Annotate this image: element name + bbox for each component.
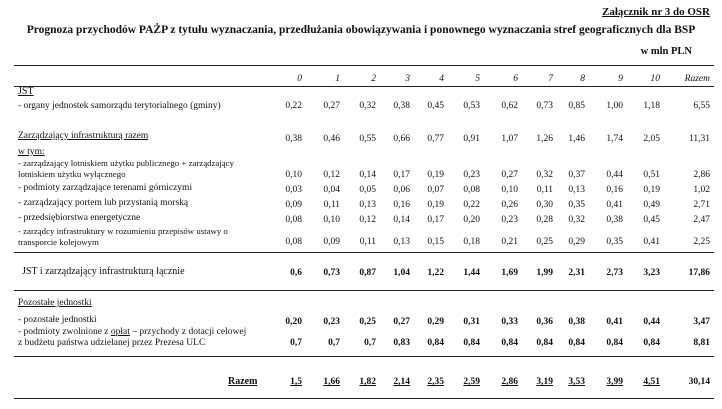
table-cell: 0,28 (536, 215, 553, 225)
row-label-razem: Razem (228, 376, 258, 387)
table-cell: 0,05 (359, 185, 376, 195)
table-cell: 0,09 (285, 200, 302, 210)
table-cell: 0,30 (536, 200, 553, 210)
section-jst: JST (18, 86, 34, 97)
table-cell: 0,45 (427, 101, 444, 111)
table-cell: 1,69 (501, 268, 518, 278)
table-cell: 0,32 (536, 170, 553, 180)
table-cell: 0,38 (285, 134, 302, 144)
section-pozostale: Pozostałe jednostki (18, 298, 92, 308)
table-cell: 2,86 (693, 170, 710, 180)
table-cell: 0,27 (323, 101, 340, 111)
table-cell: 30,14 (688, 377, 710, 387)
table-cell: 2,59 (463, 377, 480, 387)
table-cell: 0,29 (427, 317, 444, 327)
rule-before-razem (14, 356, 714, 357)
table-cell: 0,27 (501, 170, 518, 180)
table-cell: 0,10 (285, 170, 302, 180)
table-cell: 2,71 (693, 200, 710, 210)
table-cell: 0,23 (463, 170, 480, 180)
table-cell: 0,77 (427, 134, 444, 144)
table-cell: 2,73 (606, 268, 623, 278)
annex-label: Załącznik nr 3 do OSR (602, 6, 710, 18)
table-cell: 2,14 (393, 377, 410, 387)
column-header: 7 (548, 74, 553, 84)
table-cell: 0,31 (463, 317, 480, 327)
table-cell: 1,07 (501, 134, 518, 144)
table-cell: 0,16 (393, 200, 410, 210)
table-cell: 0,35 (568, 200, 585, 210)
table-cell: 2,35 (427, 377, 444, 387)
table-cell: 0,51 (643, 170, 660, 180)
column-header: 1 (335, 74, 340, 84)
table-cell: 0,11 (359, 237, 376, 247)
table-cell: 0,84 (501, 338, 518, 348)
table-cell: 0,20 (285, 317, 302, 327)
table-cell: 4,51 (643, 377, 660, 387)
table-cell: 0,85 (568, 101, 585, 111)
table-cell: 0,13 (568, 185, 585, 195)
table-cell: 0,84 (643, 338, 660, 348)
column-header: 5 (475, 74, 480, 84)
table-cell: 0,41 (606, 317, 623, 327)
table-cell: 0,32 (359, 101, 376, 111)
table-cell: 0,19 (427, 170, 444, 180)
table-cell: 0,53 (463, 101, 480, 111)
table-cell: 0,83 (393, 338, 410, 348)
rule-before-total (14, 252, 714, 253)
table-cell: 1,5 (290, 377, 302, 387)
rule-bottom (14, 398, 714, 399)
table-cell: 0,12 (323, 170, 340, 180)
table-cell: 2,47 (693, 215, 710, 225)
column-header: 6 (513, 74, 518, 84)
table-cell: 1,46 (568, 134, 585, 144)
row-label-energetyczne: - przedsiębiorstwa energetyczne (18, 213, 141, 223)
table-cell: 0,7 (290, 338, 302, 348)
table-cell: 0,08 (285, 215, 302, 225)
table-cell: 11,31 (688, 134, 710, 144)
table-cell: 0,6 (290, 268, 302, 278)
table-cell: 2,31 (568, 268, 585, 278)
table-cell: 1,00 (606, 101, 623, 111)
table-cell: 0,23 (323, 317, 340, 327)
table-cell: 3,47 (693, 317, 710, 327)
row-label-kolej: - zarządcy infrastruktury w rozumieniu przepisów ustawy o transporcie kolejowym (18, 226, 228, 247)
table-cell: 0,17 (393, 170, 410, 180)
table-cell: 0,38 (606, 215, 623, 225)
row-label-lacznie: JST i zarządzający infrastrukturą łącznie (22, 266, 185, 277)
table-cell: 0,55 (359, 134, 376, 144)
table-cell: 3,23 (643, 268, 660, 278)
table-cell: 0,23 (501, 215, 518, 225)
column-header: 2 (371, 74, 376, 84)
table-cell: 0,09 (323, 237, 340, 247)
table-cell: 2,05 (643, 134, 660, 144)
row-label-zwolnione: - podmioty zwolnione z opłat – przychody z dotacji celowej (18, 327, 247, 337)
table-cell: 1,82 (359, 377, 376, 387)
table-cell: 0,73 (323, 268, 340, 278)
header-top-rule (14, 65, 714, 66)
table-cell: 0,18 (463, 237, 480, 247)
table-cell: 0,17 (427, 215, 444, 225)
table-cell: 0,84 (536, 338, 553, 348)
table-cell: 0,38 (568, 317, 585, 327)
table-cell: 0,16 (606, 185, 623, 195)
unit-label: w mln PLN (640, 46, 692, 57)
table-cell: 0,08 (463, 185, 480, 195)
row-label-porty: - zarządzający portem lub przystanią morską (18, 198, 189, 208)
table-cell: 0,08 (285, 237, 302, 247)
row-label-lotniska: - zarządzający lotniskiem użytku publicznego + zarządzający lotniskiem użytku wyłącznego (18, 158, 234, 179)
table-cell: 0,20 (463, 215, 480, 225)
column-header: 3 (405, 74, 410, 84)
table-cell: 0,84 (606, 338, 623, 348)
table-cell: 0,44 (643, 317, 660, 327)
table-cell: 1,99 (536, 268, 553, 278)
table-cell: 0,12 (359, 215, 376, 225)
table-cell: 0,11 (323, 200, 340, 210)
column-header: 4 (439, 74, 444, 84)
table-cell: 0,84 (427, 338, 444, 348)
table-cell: 0,15 (427, 237, 444, 247)
table-cell: 0,36 (536, 317, 553, 327)
table-cell: 0,19 (643, 185, 660, 195)
table-cell: 8,81 (693, 338, 710, 348)
table-cell: 3,99 (606, 377, 623, 387)
table-cell: 0,13 (359, 200, 376, 210)
section-zarzadzajacy: Zarządzający infrastrukturą razem (18, 131, 149, 141)
table-cell: 0,46 (323, 134, 340, 144)
table-cell: 0,45 (643, 215, 660, 225)
table-cell: 0,66 (393, 134, 410, 144)
table-cell: 0,32 (568, 215, 585, 225)
table-cell: 0,33 (501, 317, 518, 327)
table-cell: 0,21 (501, 237, 518, 247)
table-cell: 2,86 (501, 377, 518, 387)
table-cell: 0,14 (359, 170, 376, 180)
table-cell: 0,26 (501, 200, 518, 210)
table-cell: 0,06 (393, 185, 410, 195)
table-cell: 0,49 (643, 200, 660, 210)
table-cell: 1,18 (643, 101, 660, 111)
column-header: 8 (580, 74, 585, 84)
column-header: 9 (618, 74, 623, 84)
table-cell: 0,04 (323, 185, 340, 195)
table-cell: 2,25 (693, 237, 710, 247)
table-cell: 0,84 (463, 338, 480, 348)
column-header: Razem (684, 74, 710, 84)
table-cell: 0,38 (393, 101, 410, 111)
table-cell: 1,04 (393, 268, 410, 278)
table-cell: 0,35 (606, 237, 623, 247)
table-cell: 0,25 (536, 237, 553, 247)
table-cell: 0,41 (643, 237, 660, 247)
row-label-zwolnione-cont: z budżetu państwa udzielanej przez Prezesa ULC (18, 338, 206, 348)
section-w-tym: w tym: (18, 147, 45, 157)
table-cell: 1,44 (463, 268, 480, 278)
row-label-gornicze: - podmioty zarządzające terenami górniczymi (18, 183, 193, 193)
table-cell: 1,66 (323, 377, 340, 387)
table-cell: 0,7 (328, 338, 340, 348)
header-bottom-rule (14, 86, 714, 87)
table-cell: 0,7 (364, 338, 376, 348)
table-cell: 0,87 (359, 268, 376, 278)
table-cell: 0,91 (463, 134, 480, 144)
table-cell: 0,62 (501, 101, 518, 111)
table-cell: 0,27 (393, 317, 410, 327)
table-cell: 3,53 (568, 377, 585, 387)
table-cell: 0,10 (323, 215, 340, 225)
table-cell: 0,03 (285, 185, 302, 195)
table-cell: 0,22 (463, 200, 480, 210)
table-cell: 1,22 (427, 268, 444, 278)
table-cell: 0,19 (427, 200, 444, 210)
table-cell: 0,73 (536, 101, 553, 111)
column-header: 10 (650, 74, 660, 84)
row-label-pozostale: - pozostałe jednostki (18, 315, 97, 325)
table-cell: 0,84 (568, 338, 585, 348)
table-cell: 0,25 (359, 317, 376, 327)
table-cell: 0,44 (606, 170, 623, 180)
table-cell: 3,19 (536, 377, 553, 387)
table-cell: 0,37 (568, 170, 585, 180)
table-cell: 0,11 (536, 185, 553, 195)
table-cell: 6,55 (693, 101, 710, 111)
table-cell: 0,07 (427, 185, 444, 195)
table-cell: 0,10 (501, 185, 518, 195)
table-cell: 0,41 (606, 200, 623, 210)
table-cell: 17,86 (688, 268, 710, 278)
column-header: 0 (297, 74, 302, 84)
table-cell: 0,22 (285, 101, 302, 111)
table-cell: 1,26 (536, 134, 553, 144)
table-cell: 0,14 (393, 215, 410, 225)
table-cell: 0,29 (568, 237, 585, 247)
table-cell: 0,13 (393, 237, 410, 247)
table-cell: 1,74 (606, 134, 623, 144)
table-cell: 1,02 (693, 185, 710, 195)
row-label-gminy: - organy jednostek samorządu terytorialnego (gminy) (18, 101, 221, 111)
rule-after-total (14, 290, 714, 291)
page-title: Prognoza przychodów PAŻP z tytułu wyznaczania, przedłużania obowiązywania i ponownego wyznaczania stref geograficznych dla BSP (26, 24, 696, 36)
